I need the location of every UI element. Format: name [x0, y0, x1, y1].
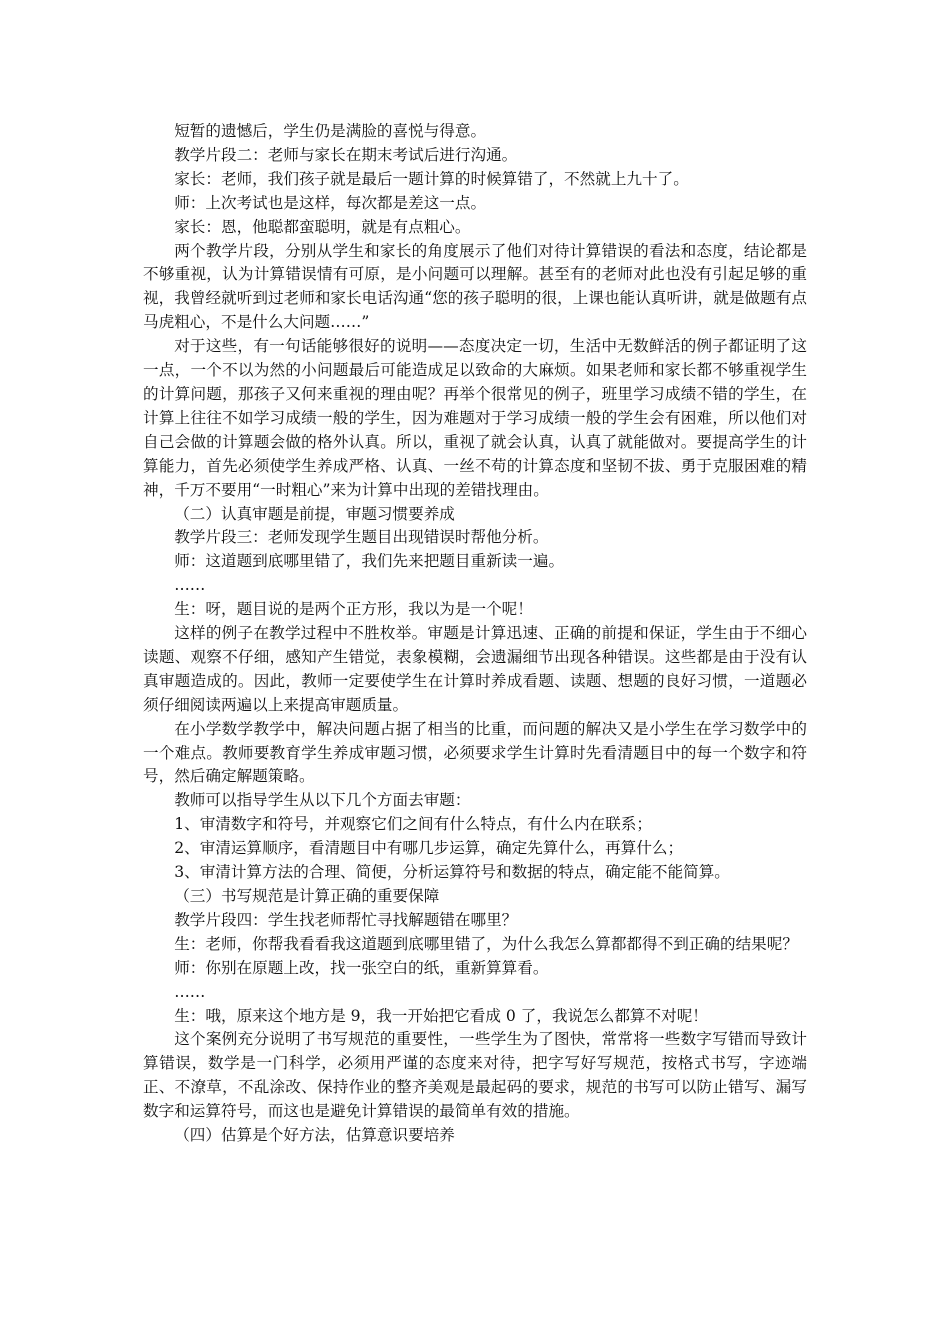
- paragraph: 师：这道题到底哪里错了，我们先来把题目重新读一遍。: [174, 552, 565, 571]
- paragraph: 这个案例充分说明了书写规范的重要性，一些学生为了图快，常常将一些数字写错而导致计算错误，数学是一门科学，必须用严谨的态度来对待，把字写好写规范，按格式书写，字迹端正、不潦草，不乱涂改、保持作业的整齐美观是最起码的要求，规范的书写可以防止错写、漏写数字和运算符号，而这也是避免计算错误的最简单有效的措施。: [143, 1030, 807, 1121]
- paragraph: 师：上次考试也是这样，每次都是差这一点。: [174, 193, 487, 212]
- paragraph: 师：你别在原题上改，找一张空白的纸，重新算算看。: [174, 958, 549, 977]
- paragraph: 生：老师，你帮我看看我这道题到底哪里错了，为什么我怎么算都都得不到正确的结果呢？: [174, 934, 798, 953]
- paragraph: 生：哦，原来这个地方是 9，我一开始把它看成 0 了，我说怎么都算不对呢！: [174, 1006, 708, 1025]
- paragraph: 这样的例子在教学过程中不胜枚举。审题是计算迅速、正确的前提和保证，学生由于不细心读题、观察不仔细，感知产生错觉，表象模糊，会遗漏细节出现各种错误。这些都是由于没有认真审题造成的。因此，教师一定要使学生在计算时养成看题、读题、想题的良好习惯，一道题必须仔细阅读两遍以上来提高审题质量。: [143, 624, 807, 714]
- list-item: 2、审清运算顺序，看清题目中有哪几步运算，确定先算什么，再算什么；: [174, 839, 684, 858]
- paragraph: 短暂的遗憾后，学生仍是满脸的喜悦与得意。: [174, 122, 487, 140]
- list-item: 1、审清数字和符号，并观察它们之间有什么特点，有什么内在联系；: [174, 815, 652, 834]
- paragraph: 教学片段四：学生找老师帮忙寻找解题错在哪里？: [174, 910, 518, 929]
- paragraph: 家长：恩，他聪都蛮聪明，就是有点粗心。: [174, 217, 471, 236]
- paragraph: 教学片段二：老师与家长在期末考试后进行沟通。: [174, 145, 518, 164]
- paragraph: 在小学数学教学中，解决问题占据了相当的比重，而问题的解决又是小学生在学习数学中的一个难点。教师要教育学生养成审题习惯，必须要求学生计算时先看清题目中的每一个数字和符号，然后确定解题策略。: [143, 719, 807, 786]
- paragraph: 两个教学片段，分别从学生和家长的角度展示了他们对待计算错误的看法和态度，结论都是不够重视，认为计算错误情有可原，是小问题可以理解。甚至有的老师对此也没有引起足够的重视，我曾经就听到过老师和家长电话沟通“您的孩子聪明的很，上课也能认真听讲，就是做题有点马虎粗心，不是什么大问题……”: [143, 241, 807, 332]
- paragraph: 生：呀，题目说的是两个正方形，我以为是一个呢！: [174, 600, 533, 619]
- paragraph: 教师可以指导学生从以下几个方面去审题：: [174, 791, 471, 810]
- paragraph: 家长：老师，我们孩子就是最后一题计算的时候算错了，不然就上九十了。: [174, 169, 689, 188]
- document-page: [143, 120, 807, 1148]
- section-heading: （二）认真审题是前提，审题习惯要养成: [174, 504, 455, 523]
- paragraph: 对于这些，有一句话能够很好的说明——态度决定一切，生活中无数鲜活的例子都证明了这一点，一个不以为然的小问题最后可能造成足以致命的大麻烦。如果老师和家长都不够重视学生的计算问题，那孩子又何来重视的理由呢？再举个很常见的例子，班里学习成绩不错的学生，在计算上往往不如学习成绩一般的学生，因为难题对于学习成绩一般的学生会有困难，所以他们对自己会做的计算题会做的格外认真。所以，重视了就会认真，认真了就能做对。要提高学生的计算能力，首先必须使学生养成严格、认真、一丝不苟的计算态度和坚韧不拔、勇于克服困难的精神，千万不要用“一时粗心”来为计算中出现的差错找理由。: [143, 337, 807, 499]
- section-heading: （三）书写规范是计算正确的重要保障: [174, 887, 440, 905]
- paragraph: 教学片段三：老师发现学生题目出现错误时帮他分析。: [174, 528, 549, 547]
- ellipsis: ……: [174, 982, 206, 1001]
- section-heading: （四）估算是个好方法，估算意识要培养: [174, 1126, 455, 1145]
- list-item: 3、审清计算方法的合理、简便，分析运算符号和数据的特点，确定能不能简算。: [174, 863, 730, 882]
- ellipsis: ……: [174, 576, 206, 595]
